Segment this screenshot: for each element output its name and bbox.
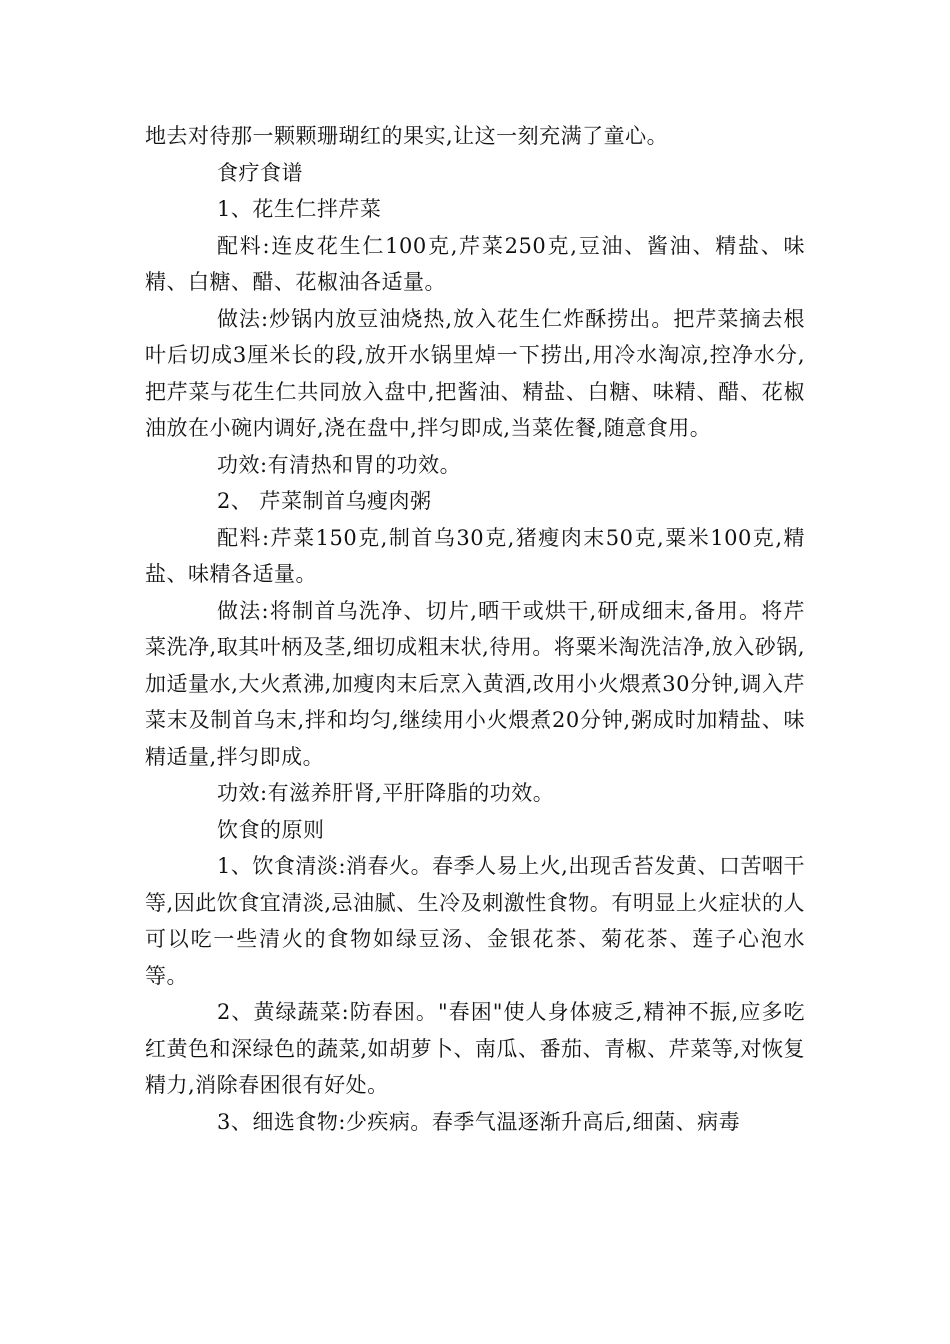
principle-3: 3、细选食物:少疾病。春季气温逐渐升高后,细菌、病毒	[217, 1109, 741, 1134]
section-heading-diet-recipes: 食疗食谱	[217, 160, 303, 185]
section-heading-diet-principles: 饮食的原则	[217, 817, 325, 842]
recipe-2-method: 做法:将制首乌洗净、切片,晒干或烘干,研成细末,备用。将芹菜洗净,取其叶柄及茎,细切成粗末状,待用。将粟米淘洗洁净,放入砂锅,加适量水,大火煮沸,加瘦肉末后烹入黄酒,改用小火煨煮30分钟,调入芹菜末及制首乌末,拌和均匀,继续用小火煨煮20分钟,粥成时加精盐、味精适量,拌匀即成。	[145, 598, 805, 769]
recipe-title-1: 1、花生仁拌芹菜	[217, 197, 382, 221]
recipe-1-ingredients: 配料:连皮花生仁100克,芹菜250克,豆油、酱油、精盐、味精、白糖、醋、花椒油各适量。	[145, 233, 805, 294]
paragraph-continuation: 地去对待那一颗颗珊瑚红的果实,让这一刻充满了童心。	[145, 124, 669, 148]
recipe-title-2: 2、 芹菜制首乌瘦肉粥	[217, 489, 432, 513]
recipe-1-method: 做法:炒锅内放豆油烧热,放入花生仁炸酥捞出。把芹菜摘去根叶后切成3厘米长的段,放开水锅里焯一下捞出,用冷水淘凉,控净水分,把芹菜与花生仁共同放入盘中,把酱油、精盐、白糖、味精、醋、花椒油放在小碗内调好,浇在盘中,拌匀即成,当菜佐餐,随意食用。	[145, 306, 805, 440]
recipe-2-effect: 功效:有滋养肝肾,平肝降脂的功效。	[217, 781, 555, 805]
recipe-2-ingredients: 配料:芹菜150克,制首乌30克,猪瘦肉末50克,粟米100克,精盐、味精各适量。	[145, 525, 805, 586]
recipe-1-effect: 功效:有清热和胃的功效。	[217, 452, 462, 477]
principle-2: 2、黄绿蔬菜:防春困。"春困"使人身体疲乏,精神不振,应多吃红黄色和深绿色的蔬菜,如胡萝卜、南瓜、番茄、青椒、芹菜等,对恢复精力,消除春困很有好处。	[145, 1000, 805, 1097]
document-body	[145, 118, 805, 1140]
principle-1: 1、饮食清淡:消春火。春季人易上火,出现舌苔发黄、口苦咽干等,因此饮食宜清淡,忌油腻、生冷及刺激性食物。有明显上火症状的人可以吃一些清火的食物如绿豆汤、金银花茶、菊花茶、莲子心泡水等。	[145, 854, 805, 988]
